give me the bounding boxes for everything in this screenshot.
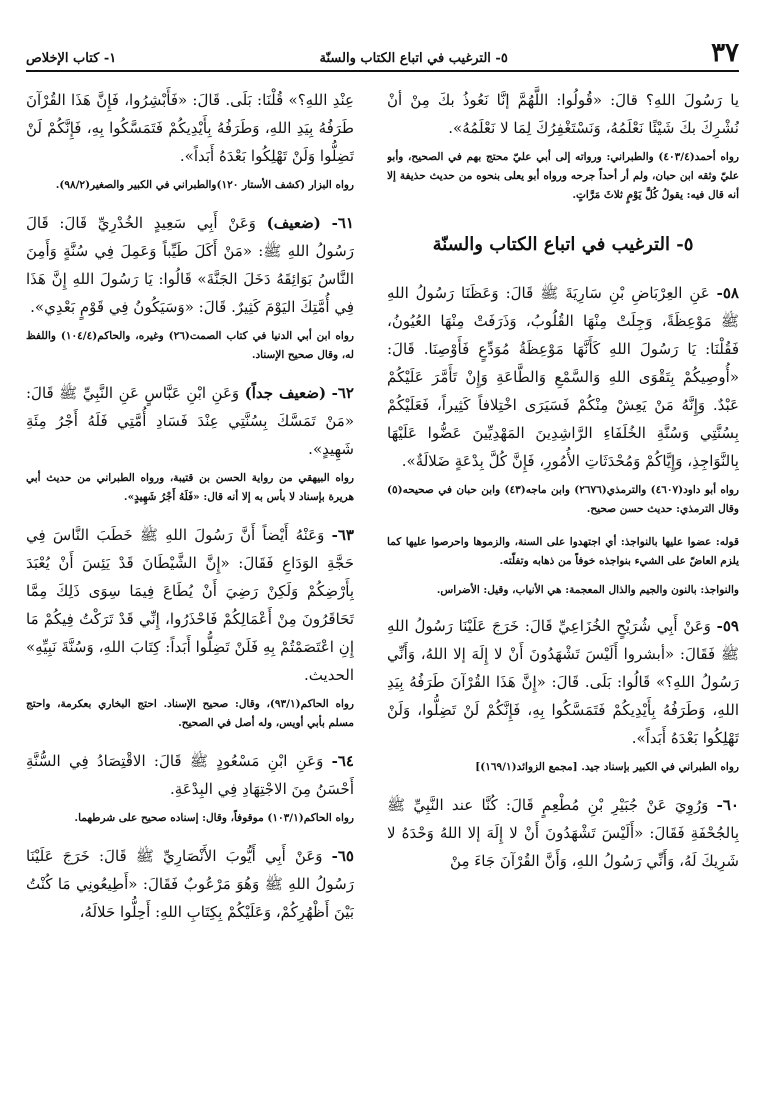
hadith-text: وَعَنِ ابْنِ مَسْعُودٍ ﷺ قَالَ: الاقْتِصَادُ فِي السُّنَّةِ أَحْسَنُ مِنَ الاجْتِهَادِ فِي البِدْعَةِ.: [26, 752, 354, 798]
hadith-61-source: رواه ابن أبي الدنيا في كتاب الصمت(٢٦) وغيره، والحاكم(١٠٤/٤) واللفظ له، وقال صحيح الإسناد.: [26, 330, 354, 361]
hadith-number: ٥٨-: [716, 284, 739, 302]
hadith-number: ٥٩-: [716, 617, 739, 635]
hadith-text: وَعَنْهُ أَيْضاً أَنَّ رَسُولَ اللهِ ﷺ خَطَبَ النَّاسَ فِي حَجَّةِ الوَدَاعِ فَقَالَ: «إِنَّ الشَّيْطَانَ قَدْ يَئِسَ أَنْ يُعْبَدَ بِأَرْضِكُمْ وَلَكِنْ رَضِيَ أَنْ يُطَاعَ فِيمَا سِوَى ذَلِكَ مِمَّا تَحَاقَرُونَ مِنْ أَعْمَالِكُمْ فَاحْذَرُوا، إِنِّي قَدْ تَرَكْتُ فِيكُمْ مَا إِنِ اعْتَصَمْتُمْ بِهِ فَلَنْ تَضِلُّوا أَبَداً: كِتَابَ اللهِ، وَسُنَّةَ نَبِيِّهِ» الحديث.: [26, 526, 354, 684]
hadith-text: وَعَنْ أَبِي أَيُّوبَ الأَنْصَارِيِّ ﷺ قَالَ: خَرَجَ عَلَيْنَا رَسُولُ اللهِ ﷺ وَهُوَ مَرْعُوبٌ فَقَالَ: «أَطِيعُونِي مَا كُنْتُ بَيْنَ أَظْهُرِكُمْ، وَعَلَيْكُمْ بِكِتَابِ اللهِ: أَحِلُّوا حَلالَهُ،: [26, 847, 354, 921]
hadith-60: [387, 791, 739, 875]
hadith-65: [26, 842, 354, 926]
hadith-64-source: رواه الحاكم(١٠٣/١) موقوفاً، وقال: إسناده صحيح على شرطهما.: [74, 812, 354, 824]
book-title: ١- كتاب الإخلاص: [26, 51, 117, 66]
hadith-text: وَعَنْ أَبِي سَعِيدٍ الخُدْرِيِّ قَالَ: قَالَ رَسُولُ اللهِ ﷺ: «مَنْ أَكَلَ طَيِّباً وَعَمِلَ فِي سُنَّةٍ وَأَمِنَ النَّاسُ بَوَائِقَهُ دَخَلَ الجَنَّةَ» قَالُوا: يَا رَسُولَ اللهِ إِنَّ هَذَا فِي أُمَّتِكَ اليَوْمَ كَثِيرٌ. قَالَ: «وَسَيَكُونُ فِي قَوْمٍ بَعْدِي».: [26, 214, 354, 316]
hadith-62: [26, 379, 354, 463]
section-heading: ٥- الترغيب في اتباع الكتاب والسنّة: [432, 234, 694, 255]
hadith-number: ٦٠-: [716, 796, 739, 814]
hadith-63: [26, 521, 354, 689]
hadith-grade: (ضعيف جداً): [244, 384, 327, 402]
hadith-number: ٦٤-: [331, 752, 354, 770]
hadith-number: ٦١-: [331, 214, 354, 232]
left-column: [26, 86, 354, 1086]
hadith-58-source: رواه أبو داود(٤٦٠٧) والترمذي(٢٦٧٦) وابن ماجه(٤٣) وابن حبان في صحيحه(٥) وقال الترمذي: حديث حسن صحيح.: [387, 484, 739, 515]
hadith-text: وَرُوِيَ عَنْ جُبَيْرِ بْنِ مُطْعِمٍ قَالَ: كُنَّا عند النَّبِيِّ ﷺ بِالجُحْفَةِ فَقَالَ: «أَلَيْسَ تَشْهَدُونَ أَنْ لا إِلَهَ إلا اللهُ وَحْدَهُ لا شَرِيكَ لَهُ، وَأَنِّي رَسُولُ اللهِ، وَأَنَّ القُرْآنَ جَاءَ مِنْ: [387, 796, 739, 870]
hadith-59-source: رواه الطبراني في الكبير بإسناد جيد. [مجمع الزوائد(١٦٩/١)]: [475, 761, 739, 773]
hadith-59: [387, 612, 739, 752]
right-column: [387, 86, 739, 1086]
hadith-63-source: رواه الحاكم(٩٣/١)، وقال: صحيح الإسناد. احتج البخاري بعكرمة، واحتج مسلم بأبي أويس، وله أصل في الصحيح.: [26, 698, 354, 729]
hadith-number: ٦٥-: [331, 847, 354, 865]
hadith-text: وَعَنْ أَبِي شُرَيْحٍ الخُزَاعِيِّ قَالَ: خَرَجَ عَلَيْنَا رَسُولُ اللهِ ﷺ فَقَالَ: «أبشروا أَلَيْسَ تَشْهَدُونَ أَنْ لا إِلَهَ إلا اللهُ، وَأَنِّي رَسُولُ اللهِ؟» قَالُوا: بَلَى. قَالَ: «إِنَّ هَذَا القُرْآنَ طَرَفُهُ بِيَدِ اللهِ، وَطَرَفُهُ بِأَيْدِيكُمْ فَتَمَسَّكُوا بِهِ، فَإِنَّكُمْ لَنْ تَضِلُّوا، وَلَنْ تَهْلِكُوا بَعْدَهُ أَبَداً».: [387, 617, 739, 747]
page-header: [26, 38, 739, 72]
page-number: ٣٧: [711, 38, 739, 68]
hadith-64: [26, 747, 354, 803]
hadith-text: عَنِ العِرْبَاضِ بْنِ سَارِيَةَ ﷺ قَالَ: وَعَظَنَا رَسُولُ اللهِ ﷺ مَوْعِظَةً، وَجِلَتْ مِنْهَا القُلُوبُ، وَذَرَفَتْ مِنْهَا العُيُونُ، فَقُلْنَا: يَا رَسُولَ اللهِ كَأَنَّهَا مَوْعِظَةُ مُوَدِّعٍ فَأَوْصِنَا. قَالَ: «أُوصِيكُمْ بِتَقْوَى اللهِ وَالسَّمْعِ وَالطَّاعَةِ وَإِنْ تَأَمَّرَ عَلَيْكُمْ عَبْدٌ. وَإِنَّهُ مَنْ يَعِشْ مِنْكُمْ فَسَيَرَى اخْتِلافاً كَثِيراً، فَعَلَيْكُمْ بِسُنَّتِي وَسُنَّةِ الخُلَفَاءِ الرَّاشِدِينَ المَهْدِيِّينَ عَضُّوا عَلَيْهَا بِالنَّوَاجِذِ، وَإِيَّاكُمْ وَمُحْدَثَاتِ الأُمُورِ، فَإِنَّ كُلَّ بِدْعَةٍ ضَلالَةٌ».: [387, 284, 739, 470]
continued-source: رواه البزار (كشف الأستار ١٢٠)والطبراني في الكبير والصغير(٩٨/٢).: [55, 179, 354, 191]
hadith-58-note-2: والنواجذ: بالنون والجيم والذال المعجمة: هي الأنياب، وقيل: الأضراس.: [436, 584, 739, 596]
hadith-number: ٦٣-: [331, 526, 354, 544]
hadith-text: وَعَنِ ابْنِ عَبَّاسٍ عَنِ النَّبِيِّ ﷺ قَالَ: «مَنْ تَمَسَّكَ بِسُنَّتِي عِنْدَ فَسَادِ أُمَّتِي فَلَهُ أَجْرُ مِئَةِ شَهِيدٍ».: [26, 384, 354, 458]
chapter-title: ٥- الترغيب في اتباع الكتاب والسنّة: [319, 51, 508, 66]
hadith-62-source: رواه البيهقي من رواية الحسن بن قتيبة، ورواه الطبراني من حديث أبي هريرة بإسناد لا بأس به إلا أنه قال: «فَلَهُ أَجْرُ شَهِيدٍ».: [26, 472, 354, 503]
continued-text: عِنْدِ اللهِ؟» قُلْنَا: بَلَى. قَالَ: «فَأَبْشِرُوا، فَإِنَّ هَذَا القُرْآنَ طَرَفُهُ بِيَدِ اللهِ، وَطَرَفُهُ بِأَيْدِيكُمْ فَتَمَسَّكُوا بِهِ، فَإِنَّكُمْ لَنْ تَضِلُّوا وَلَنْ تَهْلِكُوا بَعْدَهُ أَبَداً».: [26, 91, 354, 165]
hadith-grade: (ضعيف): [266, 214, 321, 232]
hadith-61: [26, 209, 354, 321]
hadith-58: [387, 279, 739, 475]
hadith-58-note-1: قوله: عضوا عليها بالنواجذ: أي اجتهدوا على السنة، والزموها واحرصوا عليها كما يلزم العاضّ على الشيء بنواجذه خوفاً من ذهابه وتفلّته.: [387, 536, 739, 567]
intro-source: رواه أحمد(٤٠٣/٤) والطبراني: ورواته إلى أبي عليّ محتج بهم في الصحيح، وأبو عليّ وثقه ابن حبان، ولم أر أحداً جرحه ورواه أبو يعلى بنحوه من حديث حذيفة إلا أنه قال فيه: يقولُ كُلَّ يَوْمٍ ثلاثَ مَرَّاتٍ.: [387, 151, 739, 201]
hadith-number: ٦٢-: [331, 384, 354, 402]
intro-text: يا رَسُولَ اللهِ؟ قالَ: «قُولُوا: اللَّهُمَّ إنَّا نَعُوذُ بكَ مِنْ أنْ نُشْرِكَ بكَ شَيْئًا نَعْلَمُهُ، وَنَسْتَغْفِرُكَ لِمَا لا نَعْلَمُهُ».: [387, 91, 739, 137]
